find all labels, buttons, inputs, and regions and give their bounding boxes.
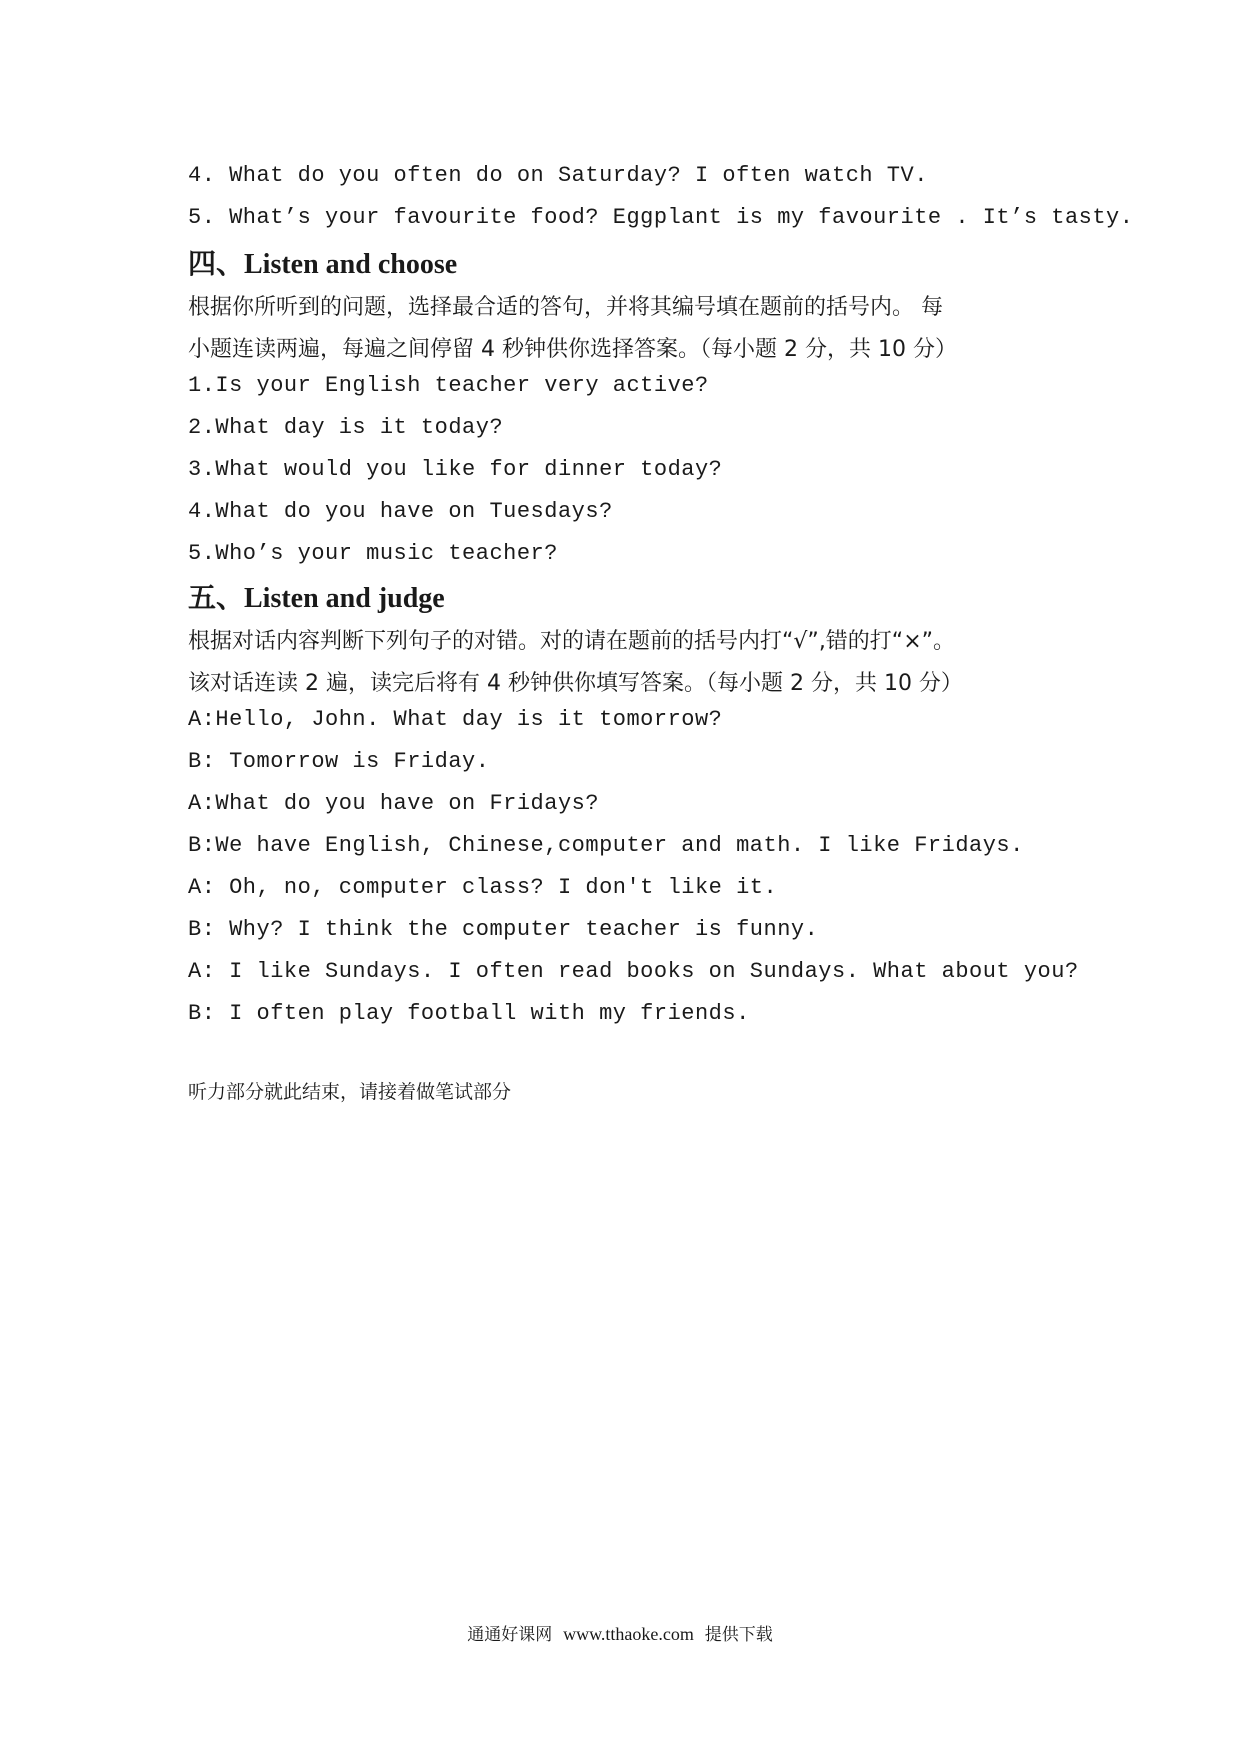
footer-url[interactable]: www.tthaoke.com [563,1624,694,1644]
section5-instruction-line2: 该对话连读 2 遍，读完后将有 4 秒钟供你填写答案。（每小题 2 分，共 10 分） [188,671,963,696]
dialogue-line-7: A: I like Sundays. I often read books on Sundays. What about you? [188,959,1079,984]
dialogue-line-1: A:Hello, John. What day is it tomorrow? [188,707,723,732]
footer-site-name: 通通好课网 [467,1625,553,1645]
section5-instruction-line1: 根据对话内容判断下列句子的对错。对的请在题前的括号内打“√”,错的打“×”。 [188,629,956,654]
listening-line-5: 5. What’s your favourite food? Eggplant is my favourite . It’s tasty. [188,205,1134,230]
question-1: 1.Is your English teacher very active? [188,373,709,398]
section4-instruction-line2: 小题连读两遍，每遍之间停留 4 秒钟供你选择答案。（每小题 2 分，共 10 分） [188,337,957,362]
dialogue-line-6: B: Why? I think the computer teacher is funny. [188,917,819,942]
page-footer [0,1620,1240,1645]
section-heading-listen-and-choose: 四、Listen and choose [188,249,458,280]
question-5: 5.Who’s your music teacher? [188,541,558,566]
question-3: 3.What would you like for dinner today? [188,457,723,482]
section-heading-listen-and-judge: 五、Listen and judge [188,583,445,614]
dialogue-line-5: A: Oh, no, computer class? I don't like it. [188,875,778,900]
section4-instruction-line1: 根据你所听到的问题，选择最合适的答句，并将其编号填在题前的括号内。 每 [188,295,943,320]
question-4: 4.What do you have on Tuesdays? [188,499,613,524]
question-2: 2.What day is it today? [188,415,504,440]
end-of-listening-note: 听力部分就此结束，请接着做笔试部分 [188,1081,512,1103]
dialogue-line-4: B:We have English, Chinese,computer and math. I like Fridays. [188,833,1024,858]
dialogue-line-8: B: I often play football with my friends. [188,1001,750,1026]
listening-line-4: 4. What do you often do on Saturday? I often watch TV. [188,163,928,188]
dialogue-line-3: A:What do you have on Fridays? [188,791,600,816]
footer-suffix: 提供下载 [704,1625,773,1645]
dialogue-line-2: B: Tomorrow is Friday. [188,749,490,774]
